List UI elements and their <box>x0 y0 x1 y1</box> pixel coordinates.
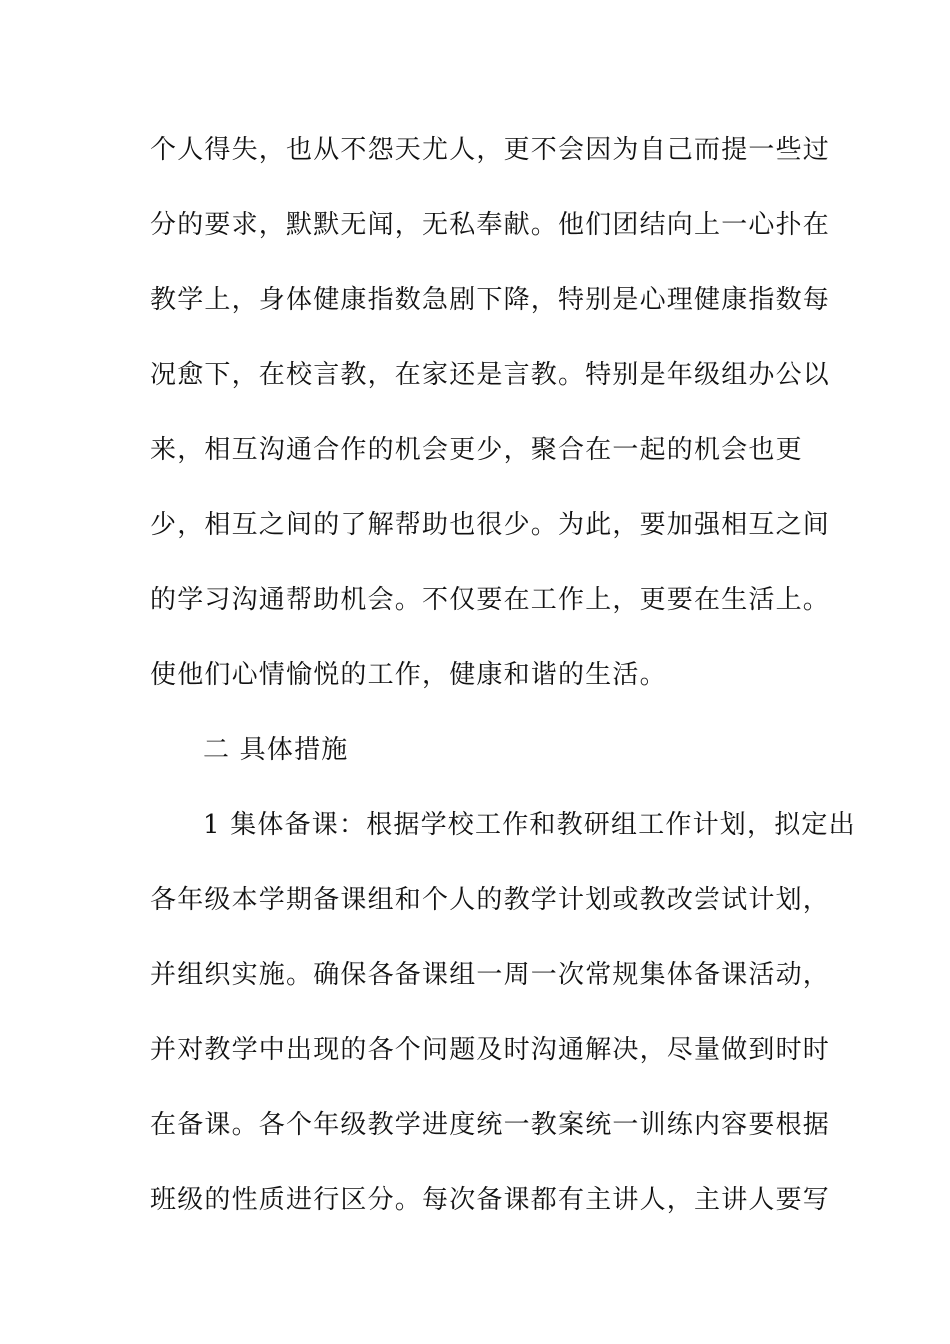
measure-line: 并组织实施。确保各备课组一周一次常规集体备课活动， <box>150 960 831 990</box>
paragraph-line: 少，相互之间的了解帮助也很少。为此，要加强相互之间 <box>150 510 831 540</box>
section-heading: 二 具体措施 <box>203 735 349 765</box>
measure-line: 在备课。各个年级教学进度统一教案统一训练内容要根据 <box>150 1110 831 1140</box>
measure-line: 班级的性质进行区分。每次备课都有主讲人，主讲人要写 <box>150 1185 831 1215</box>
paragraph-line: 使他们心情愉悦的工作，健康和谐的生活。 <box>150 660 667 690</box>
paragraph-line: 来，相互沟通合作的机会更少，聚合在一起的机会也更 <box>150 435 803 465</box>
measure-line: 1 集体备课：根据学校工作和教研组工作计划，拟定出 <box>203 810 856 840</box>
paragraph-line: 的学习沟通帮助机会。不仅要在工作上，更要在生活上。 <box>150 585 831 615</box>
paragraph-line: 分的要求，默默无闻，无私奉献。他们团结向上一心扑在 <box>150 210 831 240</box>
paragraph-line: 个人得失，也从不怨天尤人，更不会因为自己而提一些过 <box>150 135 831 165</box>
measure-line: 并对教学中出现的各个问题及时沟通解决，尽量做到时时 <box>150 1035 831 1065</box>
measure-line: 各年级本学期备课组和个人的教学计划或教改尝试计划， <box>150 885 831 915</box>
paragraph-line: 况愈下，在校言教，在家还是言教。特别是年级组办公以 <box>150 360 831 390</box>
paragraph-line: 教学上，身体健康指数急剧下降，特别是心理健康指数每 <box>150 285 831 315</box>
